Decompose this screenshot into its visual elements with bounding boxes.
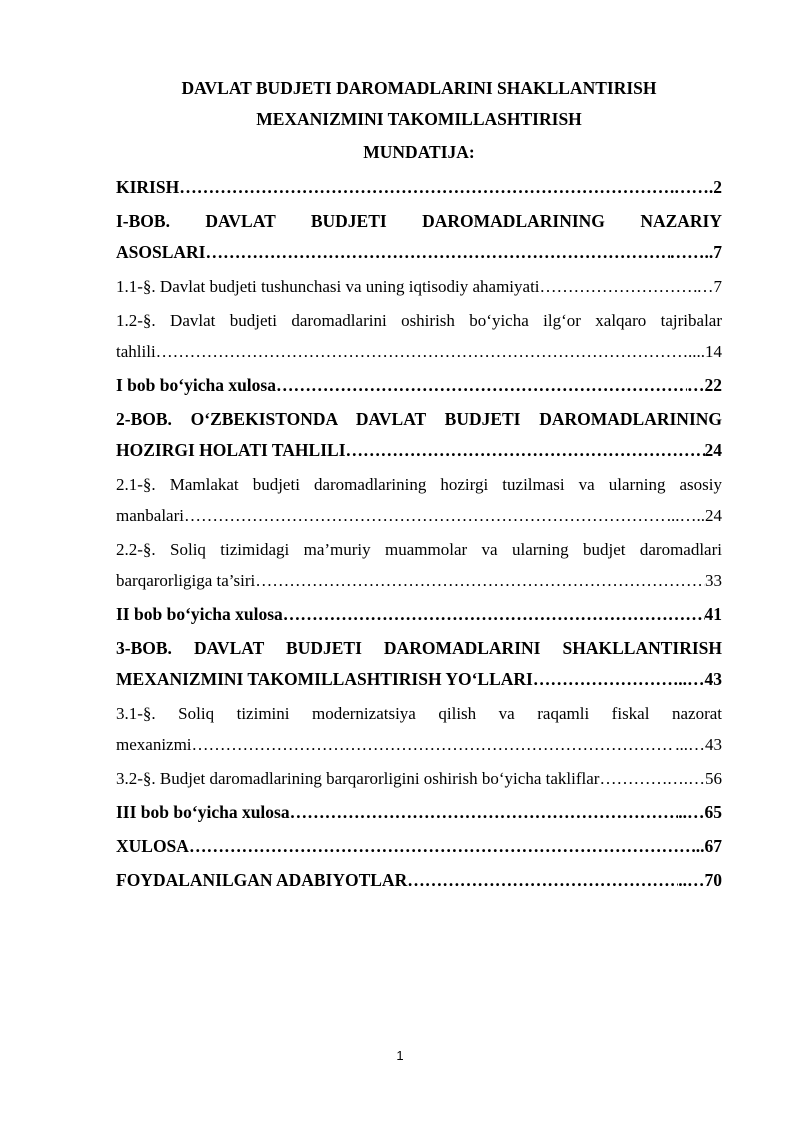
toc-entry-suffix: ....: [688, 342, 705, 361]
toc-entry-suffix: ...…..: [666, 506, 705, 525]
dot-leader: [283, 599, 705, 630]
toc-page-number: 24: [704, 440, 722, 460]
dot-leader: [189, 831, 691, 862]
toc-entry-label: 1.2-§. Davlat budjeti daromadlarini oshirish bo‘yicha ilg‘or xalqaro tajribalar: [116, 311, 722, 330]
toc-entry-label: 1.1-§. Davlat budjeti tushunchasi va uning iqtisodiy ahamiyati: [116, 277, 540, 296]
dot-leader: [346, 435, 705, 466]
toc-entry-suffix: ..…: [678, 669, 705, 689]
toc-entry-label-cont: mexanizmi: [116, 735, 192, 754]
toc-page-number: 14: [705, 342, 722, 361]
document-title-line-1: DAVLAT BUDJETI DAROMADLARINI SHAKLLANTIRISH: [181, 78, 657, 98]
toc-page-number: 70: [704, 870, 722, 890]
toc-page-number: 24: [705, 506, 722, 525]
dot-leader: [205, 237, 669, 268]
dot-leader: [255, 565, 705, 596]
toc-entry-label: 3-BOB. DAVLAT BUDJETI DAROMADLARINI SHAKLLANTIRISH: [116, 638, 722, 658]
toc-entry-suffix: ..…: [678, 802, 705, 822]
toc-entry-suffix: ….…: [666, 769, 705, 788]
toc-entry-label: 2.1-§. Mamlakat budjeti daromadlarining hozirgi tuzilmasi va ularning asosiy: [116, 475, 722, 494]
toc-entry-suffix: ...: [691, 836, 705, 856]
toc-page-number: 43: [704, 669, 722, 689]
toc-entry-suffix: ..…: [678, 870, 705, 890]
toc-entry-suffix: …: [696, 277, 714, 296]
toc-page-number: 2: [713, 177, 722, 197]
toc-entry-label-cont: ASOSLARI: [116, 242, 206, 262]
toc-entry-chapter-1-summary[interactable]: [116, 370, 722, 401]
dot-leader: [192, 729, 676, 760]
toc-entry-references[interactable]: [116, 865, 722, 896]
table-of-contents: [116, 172, 722, 896]
toc-entry-suffix: ……..: [669, 242, 714, 262]
dot-leader: [290, 797, 679, 828]
toc-entry-label: XULOSA: [116, 836, 189, 856]
toc-entry-suffix: ...…: [675, 735, 705, 754]
page-number: 1: [396, 1048, 404, 1063]
toc-entry-label: III bob bo‘yicha xulosa: [116, 802, 290, 822]
toc-entry-label: FOYDALANILGAN ADABIYOTLAR: [116, 870, 408, 890]
toc-entry-label: 2-BOB. O‘ZBEKISTONDA DAVLAT BUDJETI DAROMADLARINING: [116, 409, 722, 429]
dot-leader: [276, 370, 687, 401]
toc-entry-chapter-2[interactable]: [116, 404, 722, 466]
dot-leader: [540, 271, 697, 302]
toc-page-number: 65: [704, 802, 722, 822]
toc-entry-suffix: …….: [673, 177, 714, 197]
toc-page-number: 33: [705, 571, 722, 590]
toc-entry-label: 3.1-§. Soliq tizimini modernizatsiya qilish va raqamli fiskal nazorat: [116, 704, 722, 723]
toc-entry-section-2-1[interactable]: [116, 469, 722, 531]
toc-entry-label-cont: HOZIRGI HOLATI TAHLILI: [116, 440, 346, 460]
toc-entry-chapter-3[interactable]: [116, 633, 722, 695]
toc-entry-label: II bob bo‘yicha xulosa: [116, 604, 283, 624]
dot-leader: [533, 664, 678, 695]
toc-entry-section-2-2[interactable]: [116, 534, 722, 596]
toc-page-number: 22: [704, 375, 722, 395]
toc-entry-chapter-1[interactable]: [116, 206, 722, 268]
toc-page-number: 56: [705, 769, 722, 788]
contents-heading: MUNDATIJA:: [363, 142, 475, 162]
toc-entry-suffix: …: [687, 375, 705, 395]
toc-entry-label: 3.2-§. Budjet daromadlarining barqarorligini oshirish bo‘yicha takliflar: [116, 769, 600, 788]
toc-entry-label: KIRISH: [116, 177, 180, 197]
toc-entry-conclusion[interactable]: [116, 831, 722, 862]
toc-entry-label-cont: tahlili: [116, 342, 156, 361]
toc-page-number: 7: [713, 242, 722, 262]
toc-entry-label: 2.2-§. Soliq tizimidagi ma’muriy muammolar va ularning budjet daromadlari: [116, 540, 722, 559]
dot-leader: [156, 336, 688, 367]
toc-entry-label-cont: barqarorligiga ta’siri: [116, 571, 256, 590]
toc-entry-section-1-1[interactable]: [116, 271, 722, 302]
toc-entry-label: I-BOB. DAVLAT BUDJETI DAROMADLARINING NAZARIY: [116, 211, 722, 231]
toc-page-number: 67: [704, 836, 722, 856]
toc-entry-chapter-3-summary[interactable]: [116, 797, 722, 828]
toc-entry-kirish[interactable]: [116, 172, 722, 203]
toc-page-number: 41: [704, 604, 722, 624]
dot-leader: [184, 500, 667, 531]
toc-entry-section-1-2[interactable]: [116, 305, 722, 367]
dot-leader: [179, 172, 674, 203]
toc-entry-section-3-2[interactable]: [116, 763, 722, 794]
toc-page-number: 7: [713, 277, 722, 296]
toc-entry-label-cont: MEXANIZMINI TAKOMILLASHTIRISH YO‘LLARI: [116, 669, 533, 689]
toc-entry-chapter-2-summary[interactable]: [116, 599, 722, 630]
dot-leader: [599, 763, 666, 794]
toc-entry-label-cont: manbalari: [116, 506, 184, 525]
toc-entry-section-3-1[interactable]: [116, 698, 722, 760]
toc-page-number: 43: [705, 735, 722, 754]
document-title-line-2: MEXANIZMINI TAKOMILLASHTIRISH: [256, 109, 582, 129]
dot-leader: [407, 865, 678, 896]
toc-entry-label: I bob bo‘yicha xulosa: [116, 375, 276, 395]
